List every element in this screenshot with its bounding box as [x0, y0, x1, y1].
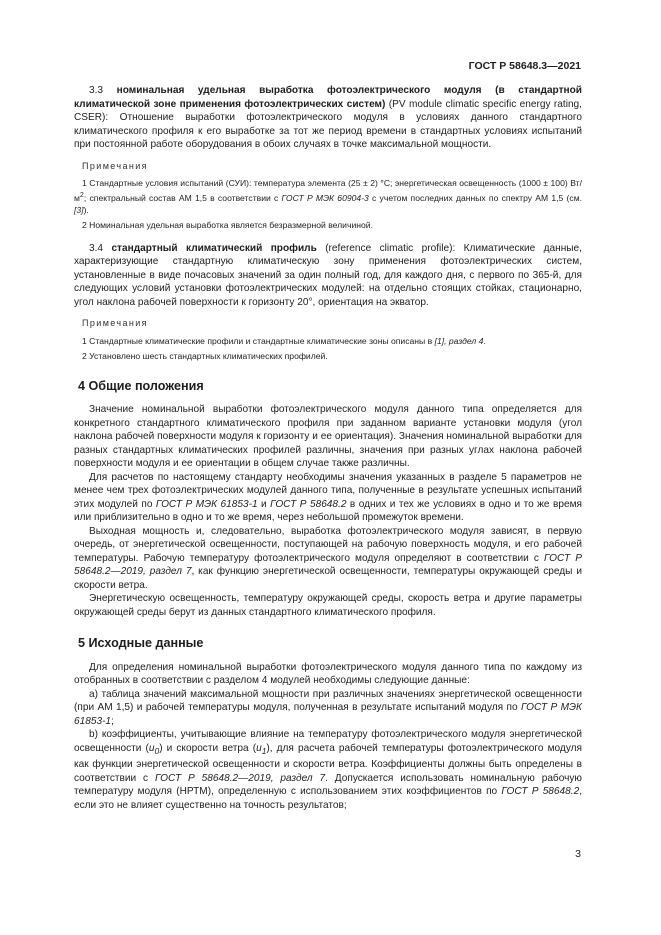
note-item: 1 Стандартные климатические профили и стандартные климатические зоны описаны в [1], раздел 4.	[82, 335, 486, 346]
standard-reference: ГОСТ Р МЭК 61853-1	[74, 702, 583, 727]
section-5-title: 5 Исходные данные	[78, 636, 204, 651]
term-english: (PV module climatic specific energy rating, CSER):	[74, 98, 582, 123]
list-item-b: b) коэффициенты, учитывающие влияние на температуру фотоэлектрического модуля энергетической освещенности $(u_0)$ и скорости ветра $(u_1)$, для расчета рабочей температуры фотоэлектрического модуля как функции энергетической освещенности и скорости ветра. Коэффициенты должны быть определены в соответствии с ГОСТ Р 58648.2—2019, раздел 7. Допускается использовать номинальную рабочую температуру модуля (НРТМ), определенную с использованием этих коэффициентов по ГОСТ Р 58648.2, если это не влияет существенно на точность результатов;	[74, 729, 582, 811]
bibliography-reference: [1], раздел 4	[434, 335, 484, 346]
document-id-header: ГОСТ Р 58648.3—2021	[468, 60, 581, 72]
standard-reference: ГОСТ Р МЭК 61853-1	[155, 498, 258, 510]
note-item: 1 Стандартные условия испытаний (СУИ): температура элемента (25 ± 2) °С; энергетическая освещенность (1000 ± 100) $Вт/м^2$; спектральный состав АМ 1,5 в соответствии с ГОСТ Р МЭК 60904-3 с учетом последних данных по спектру АМ 1,5 (см. [3]).	[74, 178, 582, 215]
section-4-title: 4 Общие положения	[78, 378, 204, 393]
list-item-a: а) таблица значений максимальной мощности при различных значениях энергетической освещенности (при АМ 1,5) и рабочей температуры модуля, полученная в результате испытаний модуля по ГОСТ Р МЭК 61853-1;	[74, 688, 583, 727]
notes-heading: Примечания	[82, 160, 148, 171]
term-number: 3.3	[89, 85, 104, 96]
term-number: 3.4	[89, 242, 104, 254]
term-english: (reference climatic profile):	[325, 242, 456, 254]
paragraph: Значение номинальной выработки фотоэлектрического модуля данного типа определяется для конкретного стандартного климатического профиля при заданном варианте установки модуля (угол наклона рабочей поверхности модуля к горизонту и ее ориентация). Значения номинальной выработки для разных стандартных климатических профилей различны, значения при разных углах наклона рабочей поверхности модуля и ее ориентации в общем случае также различны.	[74, 404, 582, 470]
page-content	[74, 84, 582, 812]
standard-reference: ГОСТ Р 58648.2—2019, раздел 7	[74, 552, 582, 578]
note-item: 2 Номинальная удельная выработка является безразмерной величиной.	[82, 219, 373, 230]
paragraph: Выходная мощность и, следовательно, выработка фотоэлектрического модуля зависят, в первую очередь, от энергетической освещенности, поступающей на рабочую поверхность модуля, и его рабочей температуры. Рабочую температуру фотоэлектрического модуля определяют в соответствии с ГОСТ Р 58648.2—2019, раздел 7, как функцию энергетической освещенности, температуры окружающей среды и скорости ветра.	[74, 525, 582, 591]
note-item: 2 Установлено шесть стандартных климатических профилей.	[82, 350, 328, 361]
term-definition: Отношение выработки фотоэлектрического модуля в условиях данного стандартного климатического профиля к его выработке за тот же период времени в стандартных условиях испытаний при постоянной работе оборудования в обоих случаях в точке максимальной мощности.	[74, 112, 582, 150]
standard-reference: ГОСТ Р 58648.2—2019, раздел 7	[155, 772, 326, 784]
variable-u1: $u_1$	[256, 742, 267, 756]
term-name: стандартный климатический профиль	[111, 242, 317, 254]
standard-reference: ГОСТ Р МЭК 60904-3	[281, 192, 369, 203]
bibliography-reference: [3]	[74, 204, 84, 215]
variable-u0: $u_0$	[148, 742, 160, 756]
paragraph: Для определения номинальной выработки фотоэлектрического модуля данного типа по каждому из отобранных в соответствии с разделом 4 модулей необходимы следующие данные:	[74, 661, 582, 687]
page-number: 3	[575, 848, 581, 860]
standard-reference: ГОСТ Р 58648.2	[501, 786, 580, 798]
term-name: номинальная удельная выработка фотоэлектрического модуля (в стандартной климатической зоне применения фотоэлектрических систем)	[74, 85, 582, 110]
paragraph: Энергетическую освещенность, температуру окружающей среды, скорость ветра и другие параметры окружающей среды берут из данных стандартного климатического профиля.	[74, 593, 582, 618]
term-3-3	[74, 84, 582, 152]
paragraph: Для расчетов по настоящему стандарту необходимы значения указанных в разделе 5 параметров не менее чем трех фотоэлектрических модулей данного типа, полученные в результате успешных испытаний этих модулей по ГОСТ Р МЭК 61853-1 и ГОСТ Р 58648.2 в одних и тех же условиях в одно и то же время или приблизительно в одно и то же время, через небольшой промежуток времени.	[74, 471, 582, 524]
term-3-4	[74, 242, 582, 310]
standard-reference: ГОСТ Р 58648.2	[270, 498, 347, 510]
term-definition: Климатические данные, характеризующие стандартную климатическую зону применения фотоэлектрических систем, установленные в виде почасовых значений за один полный год, для каждого дня, с первого по 365-й, для следующих условий установки фотоэлектрических модулей: на отдельно стоящих стойках, стационарно, угол наклона рабочей поверхности к горизонту 20°, ориентация на экватор.	[74, 242, 582, 308]
notes-heading: Примечания	[82, 318, 148, 329]
